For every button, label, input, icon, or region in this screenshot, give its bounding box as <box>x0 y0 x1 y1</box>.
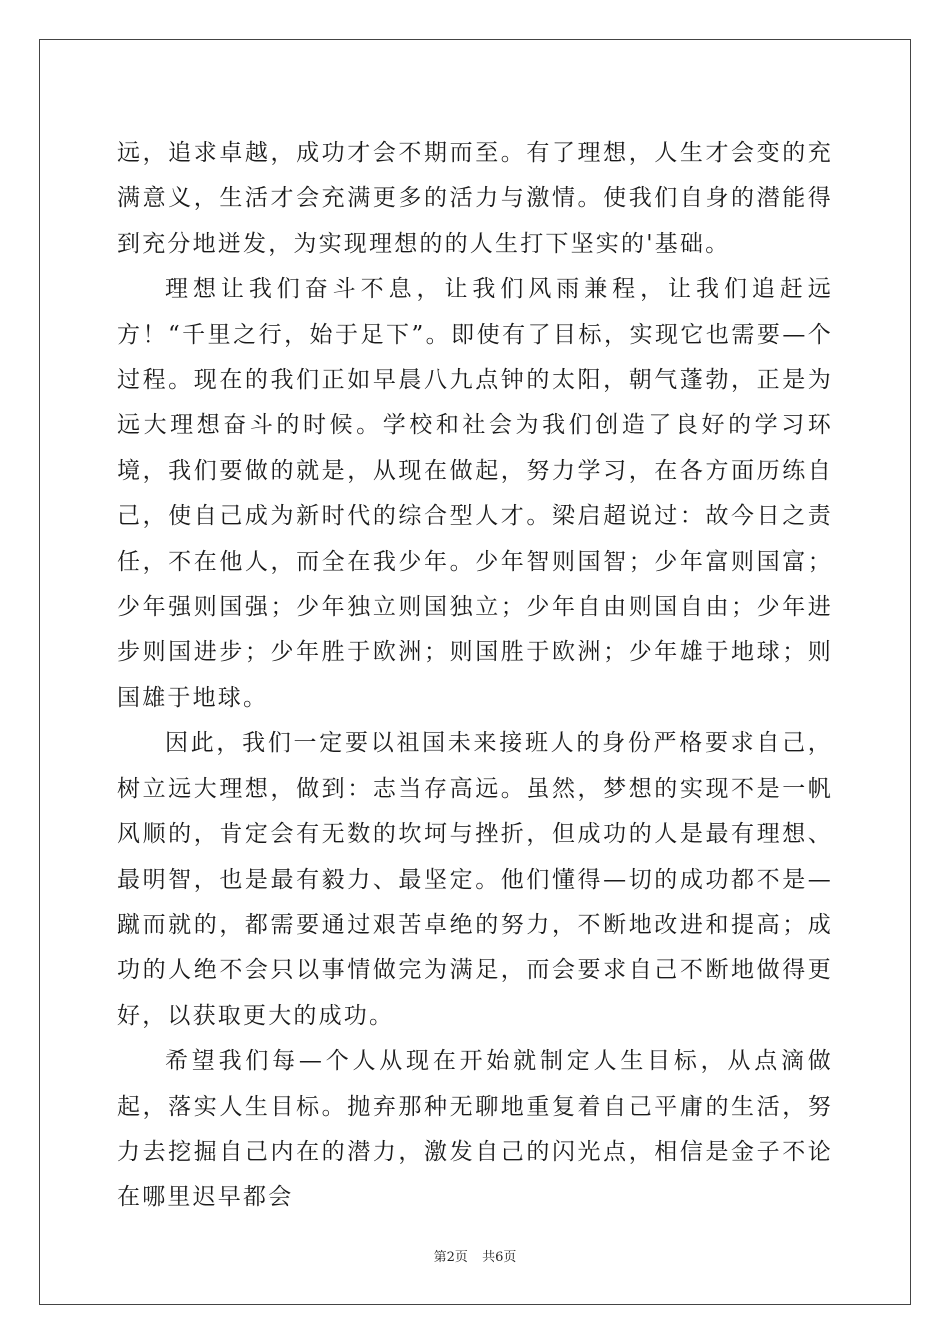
document-body <box>117 131 833 1221</box>
page-total: 共6页 <box>482 1250 517 1265</box>
paragraph-1: 远，追求卓越，成功才会不期而至。有了理想，人生才会变的充满意义，生活才会充满更多的活力与激情。使我们自身的潜能得到充分地迸发，为实现理想的的人生打下坚实的'基础。 <box>117 140 833 257</box>
paragraph-2: 理想让我们奋斗不息，让我们风雨兼程，让我们追赶远方！“千里之行，始于足下”。即使有了目标，实现它也需要—个过程。现在的我们正如早晨八九点钟的太阳，朝气蓬勃，正是为远大理想奋斗的时候。学校和社会为我们创造了良好的学习环境，我们要做的就是，从现在做起，努力学习，在各方面历练自己，使自己成为新时代的综合型人才。梁启超说过：故今日之责任，不在他人，而全在我少年。少年智则国智；少年富则国富；少年强则国强；少年独立则国独立；少年自由则国自由；少年进步则国进步；少年胜于欧洲；则国胜于欧洲；少年雄于地球；则国雄于地球。 <box>117 276 833 711</box>
page-number: 第2页 <box>433 1250 468 1265</box>
paragraph-3: 因此，我们一定要以祖国未来接班人的身份严格要求自己，树立远大理想，做到：志当存高远。虽然，梦想的实现不是一帆风顺的，肯定会有无数的坎坷与挫折，但成功的人是最有理想、最明智，也是最有毅力、最坚定。他们懂得—切的成功都不是—蹴而就的，都需要通过艰苦卓绝的努力，不断地改进和提高；成功的人绝不会只以事情做完为满足，而会要求自己不断地做得更好，以获取更大的成功。 <box>117 730 833 1029</box>
paragraph-4: 希望我们每—个人从现在开始就制定人生目标，从点滴做起，落实人生目标。抛弃那种无聊地重复着自己平庸的生活，努力去挖掘自己内在的潜力，激发自己的闪光点，相信是金子不论在哪里迟早都会 <box>117 1048 833 1211</box>
page-footer <box>0 1246 950 1265</box>
